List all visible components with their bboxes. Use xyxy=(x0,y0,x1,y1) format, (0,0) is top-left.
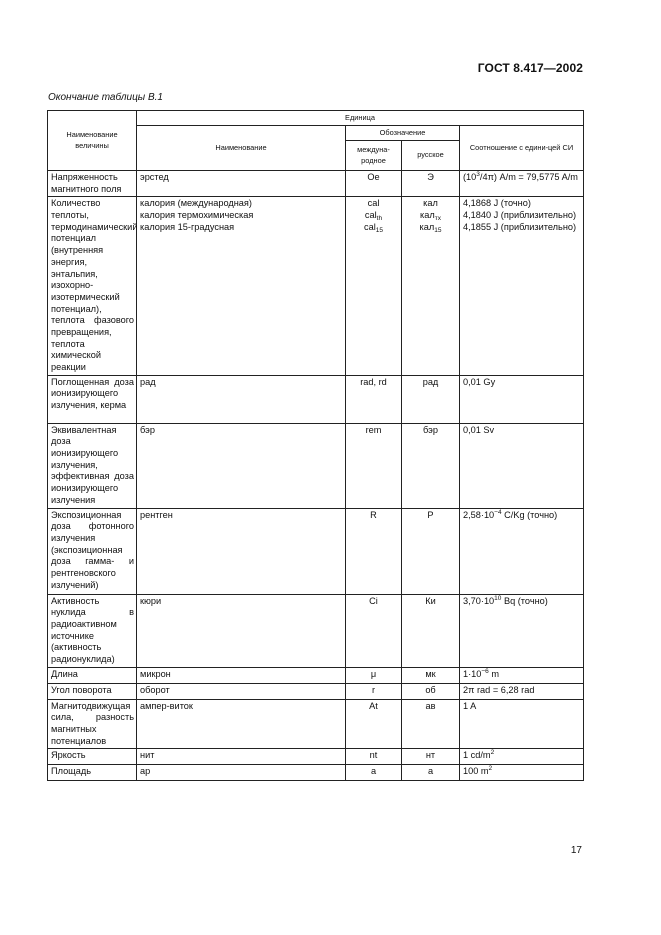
si-relation-cell-line: 1 A xyxy=(463,700,477,711)
unit-name-cell xyxy=(137,683,346,699)
si-relation-cell xyxy=(460,508,584,594)
column-header-si-relation: Соотношение с едини-цей СИ xyxy=(460,126,584,171)
si-relation-cell xyxy=(460,765,584,781)
unit-name-cell xyxy=(137,749,346,765)
quantity-cell: Активность нуклида в радиоактивном источнике (активность радионуклида) xyxy=(48,594,137,667)
unit-name-cell xyxy=(137,765,346,781)
si-relation-cell xyxy=(460,375,584,423)
unit-name-cell-line: бэр xyxy=(140,424,155,435)
symbol-ru-cell-line: кал$_{тх}$ xyxy=(420,210,441,223)
unit-name-cell xyxy=(137,508,346,594)
symbol-intl-cell xyxy=(346,765,402,781)
unit-name-cell-line: микрон xyxy=(140,668,171,679)
symbol-ru-cell-line: Ки xyxy=(425,595,436,606)
si-relation-cell xyxy=(460,171,584,197)
unit-name-cell xyxy=(137,171,346,197)
symbol-intl-cell xyxy=(346,749,402,765)
symbol-intl-cell-line: cal xyxy=(367,198,380,209)
symbol-intl-cell xyxy=(346,667,402,683)
table-row xyxy=(48,594,584,667)
unit-name-cell-line: ампер-виток xyxy=(140,700,193,711)
table-row xyxy=(48,171,584,197)
symbol-ru-cell xyxy=(402,508,460,594)
symbol-intl-cell xyxy=(346,197,402,375)
symbol-intl-cell xyxy=(346,171,402,197)
si-relation-cell-line: $3,70\cdot 10^{10}$ Bq (точно) xyxy=(463,594,548,606)
symbol-intl-cell xyxy=(346,375,402,423)
table-row xyxy=(48,765,584,781)
table-row xyxy=(48,749,584,765)
quantity-cell: Площадь xyxy=(48,765,137,781)
units-table xyxy=(47,110,584,781)
table-row xyxy=(48,508,584,594)
unit-name-cell-line: нит xyxy=(140,750,155,761)
symbol-intl-cell-line: μ xyxy=(370,668,377,679)
document-standard-code: ГОСТ 8.417—2002 xyxy=(477,61,583,75)
si-relation-cell xyxy=(460,683,584,699)
unit-name-cell-line: ар xyxy=(140,766,151,777)
column-header-unit: Единица xyxy=(137,111,584,126)
symbol-intl-cell xyxy=(346,594,402,667)
unit-name-cell-line: оборот xyxy=(140,684,170,695)
table-row xyxy=(48,699,584,749)
quantity-cell: Количество теплоты, термодинамический потенциал (внутренняя энергия, энтальпия, изохорно-изотермический потенциал), теплота фазового превращения, теплота химической реакции xyxy=(48,197,137,375)
unit-name-cell xyxy=(137,667,346,683)
unit-name-cell xyxy=(137,699,346,749)
symbol-ru-cell-line: Э xyxy=(427,172,434,182)
symbol-intl-cell xyxy=(346,683,402,699)
table-row xyxy=(48,375,584,423)
symbol-intl-cell-line: cal$_{th}$ xyxy=(364,210,383,223)
symbol-ru-cell xyxy=(402,171,460,197)
symbol-intl-cell-line: rem xyxy=(365,424,382,435)
symbol-ru-cell-line: кал$_{15}$ xyxy=(419,221,442,234)
si-relation-cell-line: 4,1840 J (приблизительно) xyxy=(463,210,577,221)
symbol-intl-cell-line: Ci xyxy=(369,595,378,606)
symbol-intl-cell-line: cal$_{15}$ xyxy=(364,221,383,234)
symbol-ru-cell-line: нт xyxy=(425,750,436,761)
symbol-ru-cell-line: об xyxy=(425,684,436,695)
column-header-symbol-ru: русское xyxy=(402,141,460,171)
symbol-ru-cell xyxy=(402,594,460,667)
symbol-ru-cell xyxy=(402,699,460,749)
symbol-intl-cell-line: nt xyxy=(369,750,378,761)
quantity-cell: Напряженность магнитного поля xyxy=(48,171,137,197)
unit-name-cell xyxy=(137,423,346,508)
table-row xyxy=(48,667,584,683)
quantity-cell: Поглощенная доза ионизирующего излучения, керма xyxy=(48,375,137,423)
page-number: 17 xyxy=(570,845,582,856)
si-relation-cell-line: 1 $cd/m^2$ xyxy=(463,749,495,761)
column-header-symbol: Обозначение xyxy=(346,126,460,141)
symbol-ru-cell-line: ав xyxy=(425,700,436,711)
quantity-cell: Яркость xyxy=(48,749,137,765)
column-header-unit-name: Наименование xyxy=(137,126,346,171)
symbol-intl-cell xyxy=(346,423,402,508)
quantity-cell: Экспозиционная доза фотонного излучения (экспозиционная доза гамма- и рентгеновского излучений) xyxy=(48,508,137,594)
symbol-ru-cell xyxy=(402,375,460,423)
quantity-cell: Длина xyxy=(48,667,137,683)
table-row xyxy=(48,683,584,699)
symbol-ru-cell xyxy=(402,765,460,781)
unit-name-cell xyxy=(137,197,346,375)
si-relation-cell xyxy=(460,667,584,683)
units-table-body xyxy=(48,171,584,781)
quantity-cell: Угол поворота xyxy=(48,683,137,699)
si-relation-cell xyxy=(460,699,584,749)
table-row xyxy=(48,197,584,375)
quantity-cell: Магнитодвижущая сила, разность магнитных потенциалов xyxy=(48,699,137,749)
si-relation-cell-line: 4,1868 J (точно) xyxy=(463,198,531,209)
symbol-intl-cell-line: At xyxy=(369,700,378,711)
si-relation-cell xyxy=(460,749,584,765)
symbol-intl-cell-line: Oe xyxy=(367,172,380,182)
unit-name-cell-line: калория 15-градусная xyxy=(140,221,235,232)
si-relation-cell xyxy=(460,423,584,508)
unit-name-cell-line: калория термохимическая xyxy=(140,210,254,221)
unit-name-cell-line: эрстед xyxy=(140,172,169,182)
si-relation-cell xyxy=(460,594,584,667)
unit-name-cell xyxy=(137,375,346,423)
si-relation-cell-line: $1\cdot 10^{-6}$ m xyxy=(463,667,500,679)
symbol-intl-cell-line: R xyxy=(370,509,377,520)
si-relation-cell-line: 4,1855 J (приблизительно) xyxy=(463,221,577,232)
symbol-ru-cell xyxy=(402,197,460,375)
symbol-ru-cell-line: рад xyxy=(422,376,439,387)
column-header-symbol-intl: междуна-родное xyxy=(346,141,402,171)
si-relation-cell-line: 0,01 Gy xyxy=(463,376,496,387)
symbol-intl-cell xyxy=(346,699,402,749)
si-relation-cell-line: 0,01 Sv xyxy=(463,424,495,435)
symbol-ru-cell-line: бэр xyxy=(423,424,438,435)
table-caption: Окончание таблицы В.1 xyxy=(48,92,163,103)
si-relation-cell-line: $2,58\cdot 10^{-4}$ C/Kg (точно) xyxy=(463,508,558,520)
symbol-ru-cell-line: Р xyxy=(427,509,434,520)
symbol-ru-cell-line: мк xyxy=(425,668,436,679)
symbol-ru-cell xyxy=(402,683,460,699)
si-relation-cell-line: $(10^3/4\pi) A/m = 79,5775$ A/m xyxy=(463,171,578,182)
symbol-ru-cell xyxy=(402,749,460,765)
symbol-ru-cell-line: кал xyxy=(423,198,438,209)
symbol-ru-cell-line: а xyxy=(427,766,434,777)
quantity-cell: Эквивалентная доза ионизирующего излучения, эффективная доза ионизирующего излучения xyxy=(48,423,137,508)
symbol-ru-cell xyxy=(402,423,460,508)
symbol-intl-cell-line: r xyxy=(371,684,376,695)
si-relation-cell-line: 100 $m^2$ xyxy=(463,765,493,777)
table-row xyxy=(48,423,584,508)
symbol-ru-cell xyxy=(402,667,460,683)
unit-name-cell-line: рад xyxy=(140,376,156,387)
si-relation-cell xyxy=(460,197,584,375)
symbol-intl-cell xyxy=(346,508,402,594)
unit-name-cell xyxy=(137,594,346,667)
unit-name-cell-line: калория (международная) xyxy=(140,198,252,209)
symbol-intl-cell-line: rad, rd xyxy=(360,376,387,387)
symbol-intl-cell-line: a xyxy=(370,766,377,777)
unit-name-cell-line: кюри xyxy=(140,595,162,606)
unit-name-cell-line: рентген xyxy=(140,509,173,520)
si-relation-cell-line: 2π rad = 6,28 rad xyxy=(463,684,535,695)
column-header-quantity: Наименование величины xyxy=(48,111,137,171)
